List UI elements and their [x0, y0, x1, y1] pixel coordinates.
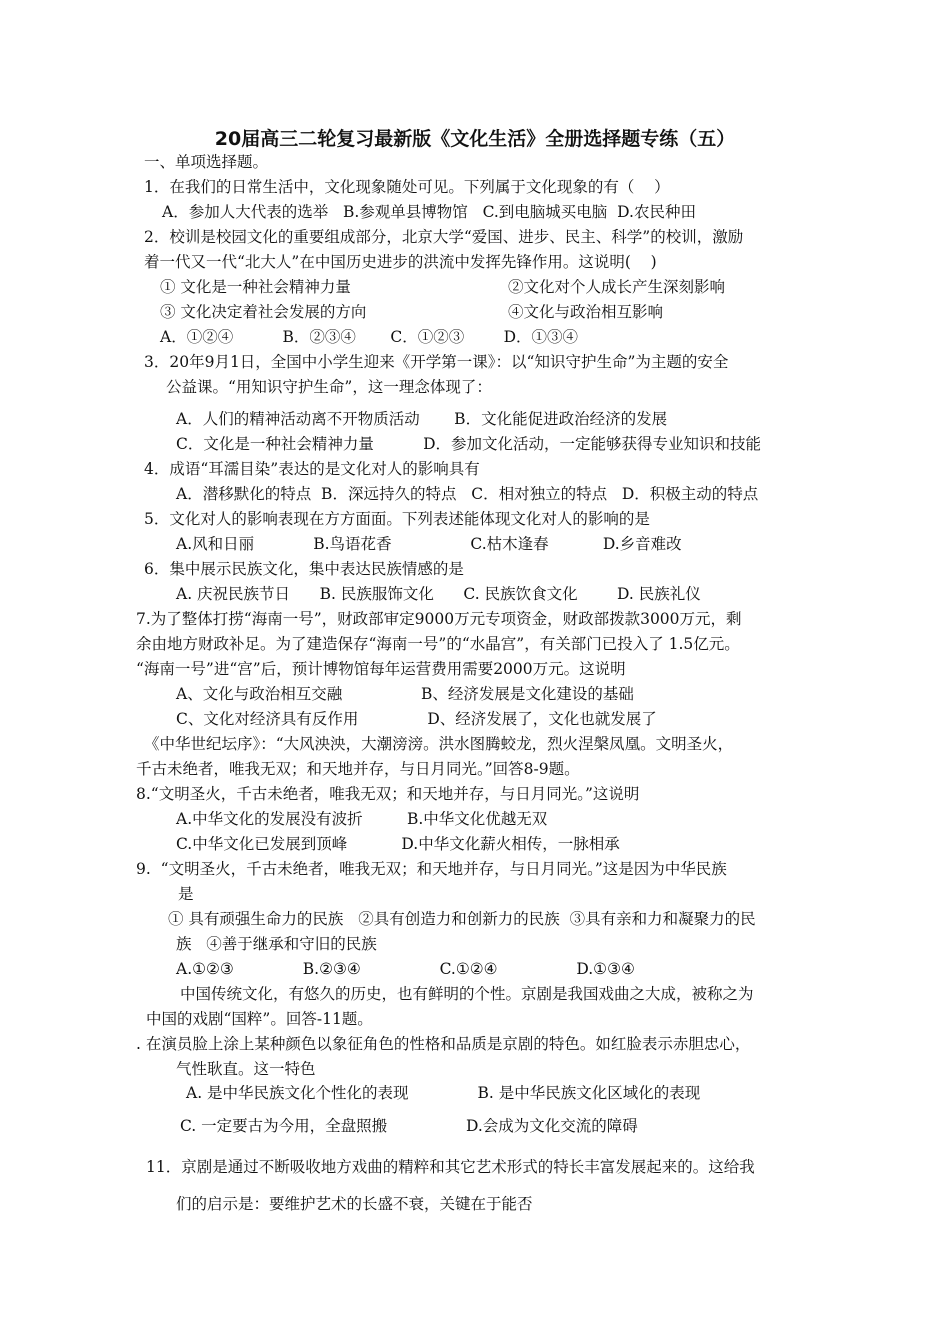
q6-stem: 6．集中展示民族文化，集中表达民族情感的是 — [144, 560, 464, 578]
q7-stem-line1: 7.为了整体打捞“海南一号”，财政部审定9000万元专项资金，财政部拨款3000万元，剩 — [136, 610, 742, 628]
q2-item-3: ③ 文化决定着社会发展的方向 — [160, 303, 367, 321]
q8-stem: 8.“文明圣火，千古未绝者，唯我无双；和天地并存，与日月同光。”这说明 — [136, 785, 640, 803]
q9-items-line2: 族 ④善于继承和守旧的民族 — [176, 935, 377, 953]
q5-stem: 5．文化对人的影响表现在方方面面。下列表述能体现文化对人的影响的是 — [144, 510, 650, 528]
passage-2-line1: 中国传统文化，有悠久的历史，也有鲜明的个性。京剧是我国戏曲之大成，被称之为 — [180, 985, 754, 1003]
q9-stem-line1: 9. “文明圣火，千古未绝者，唯我无双；和天地并存，与日月同光。”这是因为中华民族 — [136, 860, 727, 878]
q9-items-line1: ① 具有顽强生命力的民族 ②具有创造力和创新力的民族 ③具有亲和力和凝聚力的民 — [168, 910, 756, 928]
q3-stem-line1: 3．20年9月1日，全国中小学生迎来《开学第一课》：以“知识守护生命”为主题的安全 — [144, 353, 729, 371]
q2-stem-line1: 2．校训是校园文化的重要组成部分，北京大学“爱国、进步、民主、科学”的校训，激励 — [144, 228, 744, 246]
q1-stem: 1．在我们的日常生活中，文化现象随处可见。下列属于文化现象的有（ ） — [144, 178, 670, 196]
passage-1-line2: 千古未绝者，唯我无双；和天地并存，与日月同光。”回答8-9题。 — [136, 760, 580, 778]
q4-stem: 4．成语“耳濡目染”表达的是文化对人的影响具有 — [144, 460, 480, 478]
q10-options-ab: A. 是中华民族文化个性化的表现 B. 是中华民族文化区域化的表现 — [186, 1084, 701, 1102]
q2-options: A．①②④ B．②③④ C．①②③ D．①③④ — [160, 328, 579, 346]
q11-stem-line1: 11．京剧是通过不断吸收地方戏曲的精粹和其它艺术形式的特长丰富发展起来的。这给我 — [146, 1158, 755, 1176]
q4-options: A．潜移默化的特点 B．深远持久的特点 C．相对独立的特点 D．积极主动的特点 — [176, 485, 759, 503]
q10-stem-line2: 气性耿直。这一特色 — [176, 1060, 316, 1078]
q8-options-cd: C.中华文化已发展到顶峰 D.中华文化薪火相传，一脉相承 — [176, 835, 620, 853]
q2-item-2: ②文化对个人成长产生深刻影响 — [508, 278, 726, 296]
q7-options-cd: C、文化对经济具有反作用 D、经济发展了，文化也就发展了 — [176, 710, 657, 728]
q10-options-cd: C. 一定要古为今用，全盘照搬 D.会成为文化交流的障碍 — [180, 1117, 638, 1135]
passage-1-line1: 《中华世纪坛序》：“大风泱泱，大潮滂滂。洪水图腾蛟龙，烈火涅槃凤凰。文明圣火， — [144, 735, 734, 753]
q5-options: A.风和日丽 B.鸟语花香 C.枯木逢春 D.乡音难改 — [176, 535, 682, 553]
q7-stem-line3: “海南一号”进“宫”后，预计博物馆每年运营费用需要2000万元。这说明 — [136, 660, 626, 678]
q2-item-4: ④文化与政治相互影响 — [508, 303, 664, 321]
q7-stem-line2: 余由地方财政补足。为了建造保存“海南一号”的“水晶宫”，有关部门已投入了 1.5亿元。 — [136, 635, 740, 653]
q7-options-ab: A、文化与政治相互交融 B、经济发展是文化建设的基础 — [176, 685, 634, 703]
q2-item-1: ① 文化是一种社会精神力量 — [160, 278, 351, 296]
passage-2-line2: 中国的戏剧“国粹”。回答-11题。 — [146, 1010, 373, 1028]
q8-options-ab: A.中华文化的发展没有波折 B.中华文化优越无双 — [176, 810, 548, 828]
section-heading: 一、单项选择题。 — [144, 153, 269, 171]
q6-options: A. 庆祝民族节日 B. 民族服饰文化 C. 民族饮食文化 D. 民族礼仪 — [176, 585, 701, 603]
q3-options-ab: A．人们的精神活动离不开物质活动 B．文化能促进政治经济的发展 — [176, 410, 668, 428]
q2-stem-line2: 着一代又一代“北大人”在中国历史进步的洪流中发挥先锋作用。这说明( ) — [144, 253, 657, 271]
page-title: 20届高三二轮复习最新版《文化生活》全册选择题专练（五） — [214, 128, 736, 150]
q9-options: A.①②③ B.②③④ C.①②④ D.①③④ — [176, 960, 635, 978]
q3-stem-line2: 公益课。“用知识守护生命”，这一理念体现了： — [166, 378, 492, 396]
q11-stem-line2: 们的启示是：要维护艺术的长盛不衰，关键在于能否 — [176, 1195, 533, 1213]
q10-stem-line1: . 在演员脸上涂上某种颜色以象征角色的性格和品质是京剧的特色。如红脸表示赤胆忠心， — [136, 1035, 751, 1053]
q3-options-cd: C．文化是一种社会精神力量 D．参加文化活动，一定能够获得专业知识和技能 — [176, 435, 762, 453]
q9-stem-line2: 是 — [178, 885, 194, 903]
q1-options: A．参加人大代表的选举 B.参观单县博物馆 C.到电脑城买电脑 D.农民种田 — [162, 203, 696, 221]
